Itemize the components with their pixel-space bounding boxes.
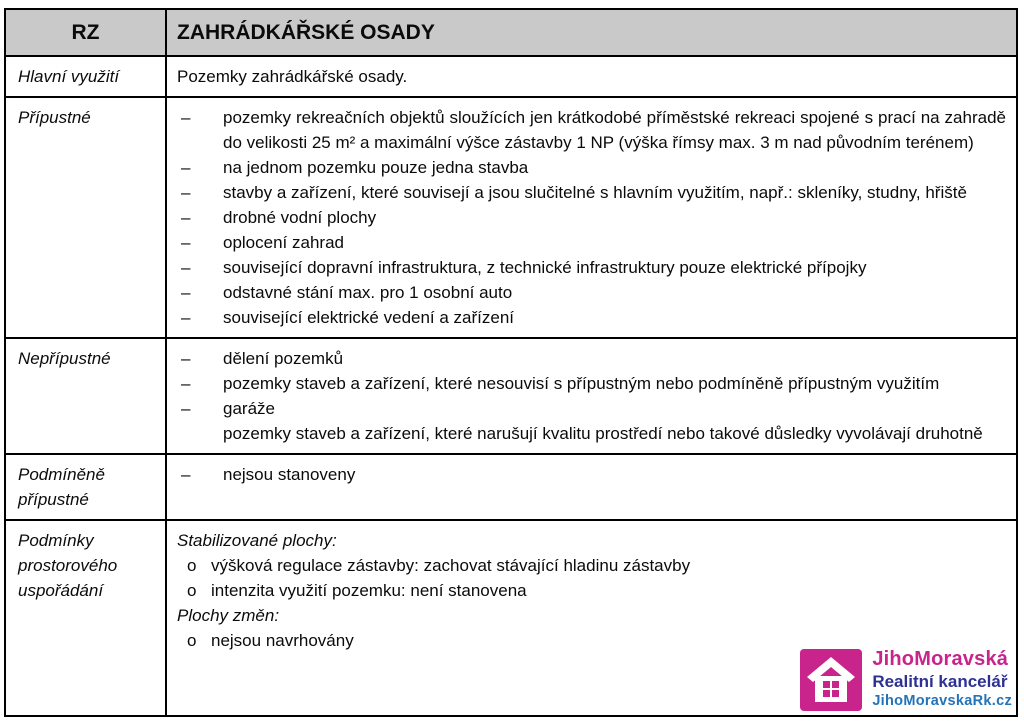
bullet-marker: o bbox=[187, 581, 197, 600]
zoning-table bbox=[4, 8, 1018, 717]
zone-title: ZAHRÁDKÁŘSKÉ OSADY bbox=[177, 21, 435, 44]
row-label: Přípustné bbox=[6, 98, 167, 337]
list-item bbox=[177, 105, 1006, 155]
list-item bbox=[177, 578, 1006, 603]
list-item-text: stavby a zařízení, které souvisejí a jsou slučitelné s hlavním využitím, např.: skleníky, studny, hřiště bbox=[223, 183, 967, 202]
list-item-text: Pozemky zahrádkářské osady. bbox=[177, 67, 408, 86]
bullet-marker: – bbox=[181, 283, 191, 302]
bullet-marker: – bbox=[181, 399, 191, 418]
row-content bbox=[167, 339, 1016, 453]
list-item-text: drobné vodní plochy bbox=[223, 208, 377, 227]
table-row bbox=[6, 98, 1016, 339]
list-item-text: na jednom pozemku pouze jedna stavba bbox=[223, 158, 529, 177]
list-item bbox=[177, 603, 1006, 628]
row-content bbox=[167, 98, 1016, 337]
logo-subtitle: Realitní kancelář bbox=[872, 672, 1008, 691]
row-content bbox=[167, 455, 1016, 519]
bullet-marker: – bbox=[181, 374, 191, 393]
list-item-text: odstavné stání max. pro 1 osobní auto bbox=[223, 283, 513, 302]
bullet-marker: – bbox=[181, 233, 191, 252]
bullet-marker: – bbox=[181, 158, 191, 177]
list-item-text: pozemky staveb a zařízení, které narušují kvalitu prostředí nebo takové důsledky vyvolávají druhotně bbox=[223, 424, 983, 443]
zone-code: RZ bbox=[6, 10, 167, 55]
logo-text bbox=[872, 648, 1012, 711]
table-row bbox=[6, 339, 1016, 455]
bullet-marker: – bbox=[181, 349, 191, 368]
list-item bbox=[177, 280, 1006, 305]
list-item-text: intenzita využití pozemku: není stanovena bbox=[211, 581, 527, 600]
bullet-marker: – bbox=[181, 308, 191, 327]
list-item bbox=[177, 230, 1006, 255]
company-logo bbox=[800, 648, 1012, 711]
bullet-marker: – bbox=[181, 465, 191, 484]
list-item bbox=[177, 180, 1006, 205]
list-item bbox=[177, 255, 1006, 280]
bullet-marker: – bbox=[181, 258, 191, 277]
list-item bbox=[177, 396, 1006, 421]
row-label: Podmíněně přípustné bbox=[6, 455, 167, 519]
list-item-text: pozemky rekreačních objektů sloužících jen krátkodobé příměstské rekreaci spojené s prací na zahradě do velikosti 25 m² a maximální výšce zástavby 1 NP (výška římsy max. 3 m nad původním terénem) bbox=[223, 108, 1006, 152]
list-item-text: nejsou navrhovány bbox=[211, 631, 354, 650]
row-content bbox=[167, 57, 1016, 96]
list-item bbox=[177, 371, 1006, 396]
bullet-marker: o bbox=[187, 556, 197, 575]
list-item-text: Stabilizované plochy: bbox=[177, 531, 337, 550]
list-item bbox=[177, 528, 1006, 553]
house-icon bbox=[800, 649, 862, 711]
list-item bbox=[177, 155, 1006, 180]
list-item-text: výšková regulace zástavby: zachovat stávající hladinu zástavby bbox=[211, 556, 691, 575]
list-item bbox=[177, 205, 1006, 230]
bullet-marker: o bbox=[187, 631, 197, 650]
list-item bbox=[177, 553, 1006, 578]
list-item bbox=[177, 462, 1006, 487]
bullet-marker: – bbox=[181, 108, 191, 127]
list-item-text: Plochy změn: bbox=[177, 606, 280, 625]
row-label: Podmínky prostorového uspořádání bbox=[6, 521, 167, 715]
bullet-marker: – bbox=[181, 208, 191, 227]
logo-brand-name: JihoMoravská bbox=[872, 648, 1009, 670]
logo-website: JihoMoravskaRk.cz bbox=[872, 693, 1012, 709]
list-item-text: související elektrické vedení a zařízení bbox=[223, 308, 515, 327]
row-label: Hlavní využití bbox=[6, 57, 167, 96]
table-row bbox=[6, 455, 1016, 521]
list-item bbox=[177, 305, 1006, 330]
list-item-text: související dopravní infrastruktura, z technické infrastruktury pouze elektrické přípojky bbox=[223, 258, 867, 277]
list-item-text: garáže bbox=[223, 399, 275, 418]
list-item-text: nejsou stanoveny bbox=[223, 465, 356, 484]
bullet-marker: – bbox=[181, 183, 191, 202]
list-item bbox=[177, 64, 1006, 89]
list-item bbox=[177, 346, 1006, 371]
table-row bbox=[6, 57, 1016, 98]
list-item bbox=[177, 421, 1006, 446]
row-label: Nepřípustné bbox=[6, 339, 167, 453]
table-header-row bbox=[6, 10, 1016, 57]
list-item-text: oplocení zahrad bbox=[223, 233, 344, 252]
list-item-text: dělení pozemků bbox=[223, 349, 344, 368]
list-item-text: pozemky staveb a zařízení, které nesouvisí s přípustným nebo podmíněně přípustným využitím bbox=[223, 374, 940, 393]
